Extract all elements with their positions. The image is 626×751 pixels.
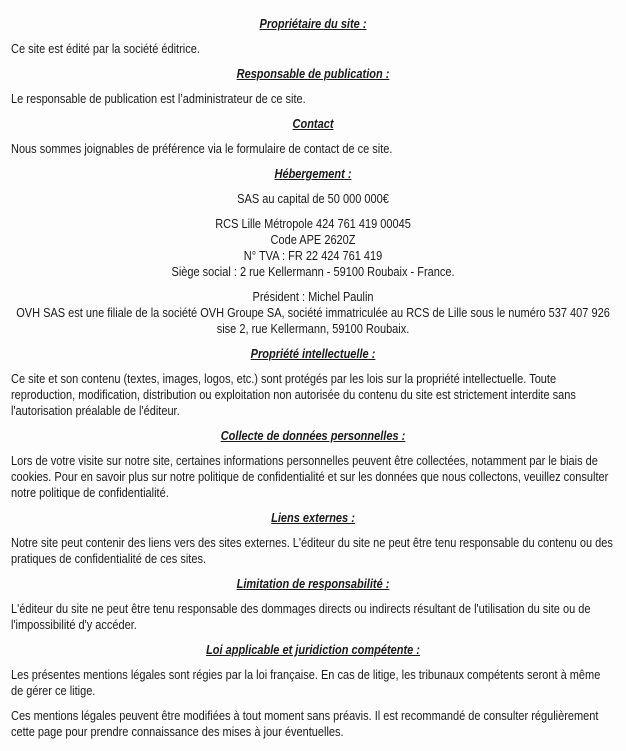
- section-heading: Hébergement :: [274, 166, 352, 181]
- section-heading: Propriétaire du site :: [259, 16, 367, 31]
- paragraph: Nous sommes joignables de préférence via le formulaire de contact de ce site.: [10, 141, 393, 156]
- section-heading: Responsable de publication :: [236, 66, 390, 81]
- section-heading: Contact: [292, 116, 334, 131]
- paragraph-line: SAS au capital de 50 000 000€: [237, 191, 389, 206]
- paragraph-line: N° TVA : FR 22 424 761 419: [243, 248, 383, 263]
- paragraph: Notre site peut contenir des liens vers des sites externes. L'éditeur du site ne peut être tenu responsable du contenu ou des pratiques de confidentialité de ces sites.: [10, 535, 613, 566]
- paragraph-line: Président : Michel Paulin: [252, 289, 374, 304]
- paragraph-line: RCS Lille Métropole 424 761 419 00045: [215, 216, 411, 231]
- paragraph: Ces mentions légales peuvent être modifiées à tout moment sans préavis. Il est recommandé de consulter régulièrement cette page pour prendre connaissance des mises à jour éventuelles.: [10, 708, 599, 739]
- paragraph: L'éditeur du site ne peut être tenu responsable des dommages directs ou indirects résultant de l'utilisation du site ou de l'impossibilité d'y accéder.: [10, 601, 591, 632]
- section-heading: Limitation de responsabilité :: [236, 576, 390, 591]
- paragraph-line: Code APE 2620Z: [270, 232, 356, 247]
- section-heading: Loi applicable et juridiction compétente :: [206, 642, 420, 657]
- paragraph: Ce site est édité par la société éditrice.: [10, 41, 200, 56]
- centered-paragraph: [11, 216, 615, 280]
- paragraph: Les présentes mentions légales sont régies par la loi française. En cas de litige, les tribunaux compétents seront à même de gérer ce litige.: [10, 667, 601, 698]
- paragraph: Lors de votre visite sur notre site, certaines informations personnelles peuvent être collectées, notamment par le biais de cookies. Pour en savoir plus sur notre politique de confidentialité et sur les données que nous collectons, veuillez consulter notre politique de confidentialité.: [10, 453, 609, 500]
- section-heading: Propriété intellectuelle :: [250, 346, 376, 361]
- paragraph-line: Siège social : 2 rue Kellermann - 59100 Roubaix - France.: [171, 264, 455, 279]
- paragraph: Ce site et son contenu (textes, images, logos, etc.) sont protégés par les lois sur la propriété intellectuelle. Toute reproduction, modification, distribution ou exploitation non autorisée du contenu du site est strictement interdite sans l'autorisation préalable de l'éditeur.: [10, 371, 576, 418]
- document-body: [11, 16, 615, 740]
- centered-paragraph: [11, 289, 615, 337]
- paragraph: Le responsable de publication est l’administrateur de ce site.: [10, 91, 306, 106]
- section-heading: Liens externes :: [271, 510, 355, 525]
- section-heading: Collecte de données personnelles :: [220, 428, 406, 443]
- centered-paragraph: [11, 191, 615, 207]
- paragraph-line: OVH SAS est une filiale de la société OVH Groupe SA, société immatriculée au RCS de Lille sous le numéro 537 407 926 sise 2, rue Kellermann, 59100 Roubaix.: [16, 305, 610, 336]
